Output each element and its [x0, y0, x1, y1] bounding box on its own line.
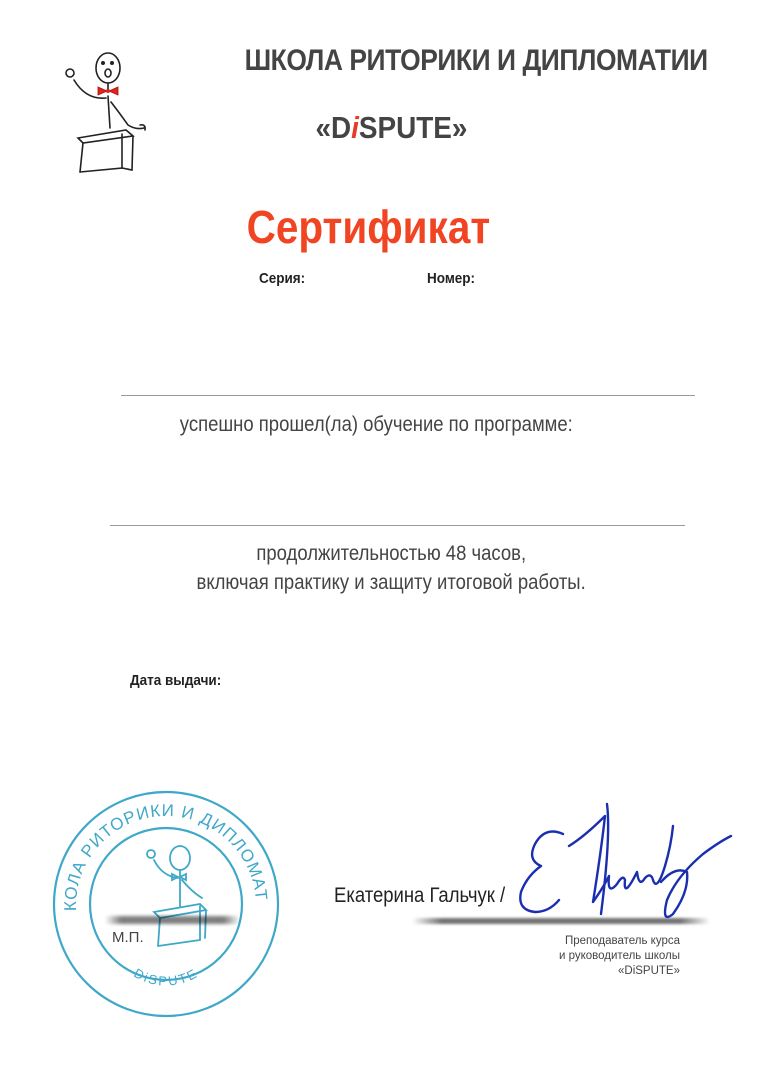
brand-name: «DiSPUTE» — [315, 110, 467, 145]
handwritten-signature — [505, 796, 735, 926]
stamp-ring-text: КОЛА РИТОРИКИ И ДИПЛОМАТ — [60, 800, 271, 912]
completed-text: успешно прошел(ла) обучение по программе: — [179, 413, 573, 436]
svg-text:ШКОЛА РИТОРИКИ И ДИПЛОМАТИИ — [50, 788, 271, 911]
includes-text: включая практику и защиту итоговой работы. — [196, 571, 586, 594]
school-stamp — [50, 788, 282, 1020]
duration-text: продолжительностью 48 часов, — [256, 542, 526, 565]
svg-text:DiSPUTE — [131, 965, 200, 988]
stamp-signature-line — [105, 916, 240, 924]
role-line-3: «DiSPUTE» — [618, 965, 680, 977]
program-name-line — [110, 525, 685, 526]
number-label: Номер: — [427, 270, 476, 287]
signer-role — [520, 934, 680, 979]
certificate-title: Сертификат — [246, 201, 490, 253]
school-name: ШКОЛА РИТОРИКИ И ДИПЛОМАТИИ — [244, 44, 708, 77]
signer-name: Екатерина Гальчук / — [334, 884, 506, 907]
series-label: Серия: — [259, 270, 306, 287]
role-line-1: Преподаватель курса — [564, 935, 680, 947]
issue-date-label: Дата выдачи: — [130, 672, 222, 689]
stamp-place-label: М.П. — [112, 929, 144, 946]
stamp-bottom-text: DiSPUTE — [131, 965, 201, 989]
brand-accent-letter: i — [350, 110, 359, 145]
role-line-2: и руководитель школы — [558, 950, 680, 962]
stamp-orator-icon — [147, 846, 206, 946]
recipient-name-line — [121, 395, 695, 396]
